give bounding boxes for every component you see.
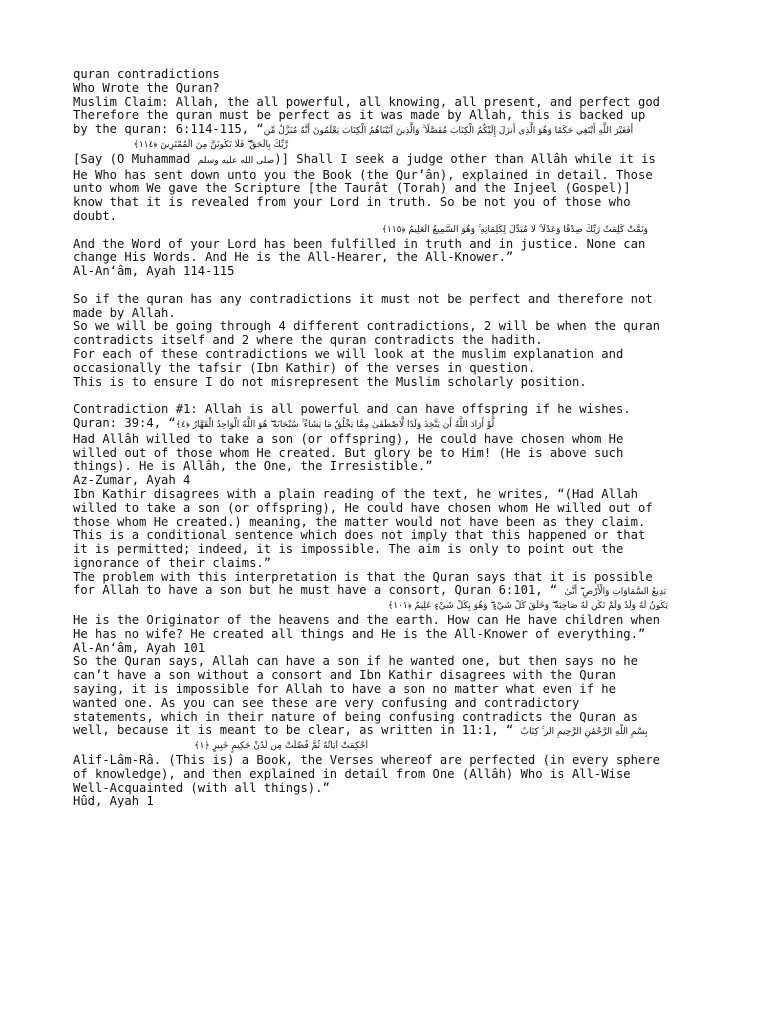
salawat-text: صلى الله عليه وسلم [197,155,275,166]
verse-translation: He has no wife? He created all things and He is the All-Knower of everything.” [73,626,646,641]
paragraph-line: For each of these contradictions we will look at the muslim explanation and [73,346,624,361]
verse-translation: And the Word of your Lord has been fulfilled in truth and in justice. None can [73,236,646,251]
paragraph-line: This is to ensure I do not misrepresent the Muslim scholarly position. [73,374,587,389]
doc-subtitle: Who Wrote the Quran? [73,80,220,95]
verse-text: [Say (O Muhammad [73,151,198,166]
claim-line: Therefore the quran must be perfect as it was made by Allah, this is backed up [73,108,646,123]
paragraph-line: The problem with this interpretation is that the Quran says that it is possible [73,569,653,584]
verse-translation: He Who has sent down unto you the Book (the Qur’ân), explained in detail. Those [73,167,653,182]
citation-prefix: well, because it is meant to be clear, as written in 11:1, “ [73,724,521,738]
arabic-verse: لَّوْ أَرَادَ اللَّهُ أَن يَتَّخِذَ وَلَدًا لَّاصْطَفَىٰ مِمَّا يَخْلُقُ مَا يَشَاءُ ۚ سُبْحَانَهُ ۖ هُوَ اللَّهُ الْوَاحِدُ الْقَهَّارُ ﴿٤﴾ [175,419,495,430]
verse-citation [73,417,698,433]
claim-line [73,123,698,139]
paragraph-line: contradicts itself and 2 where the quran contradicts the hadith. [73,333,543,348]
citation-prefix: Quran: 39:4, “ [73,415,176,430]
arabic-verse: رَّبِّكَ بِالْحَقِّ ۖ فَلَا تَكُونَنَّ مِنَ الْمُمْتَرِينَ ﴿١١٤﴾ [133,139,288,150]
paragraph-line [73,584,698,600]
paragraph-line: Ibn Kathir disagrees with a plain reading of the text, he writes, “(Had Allah [73,486,638,501]
paragraph-line: willed to take a son (or offspring), He could have chosen whom He willed out of [73,500,653,515]
verse-translation: know that it is revealed from your Lord in truth. So be not you of those who [73,195,631,210]
paragraph-line: This is a conditional sentence which does not imply that this happened or that [73,528,646,543]
paragraph-line: wanted one. As you can see these are very confusing and contradictory [73,695,580,710]
verse-translation: He is the Originator of the heavens and the earth. How can He have children when [73,613,660,628]
arabic-verse-line [73,224,698,238]
verse-translation: doubt. [73,208,118,223]
paragraph-line: those whom He created.) meaning, the matter would not have been as they claim. [73,514,646,529]
paragraph-line [73,724,698,740]
arabic-verse: أَفَغَيْرَ اللَّهِ أَبْتَغِي حَكَمًا وَهُوَ الَّذِي أَنزَلَ إِلَيْكُمُ الْكِتَابَ مُفَصَّلًا ۚ وَالَّذِينَ آتَيْنَاهُمُ الْكِتَابَ يَعْلَمُونَ أَنَّهُ مُنَزَّلٌ مِّن [263,126,634,137]
paragraph-line: made by Allah. [73,305,176,320]
claim-line: Muslim Claim: Allah, the all powerful, all knowing, all present, and perfect god [73,94,660,109]
verse-translation: change His Words. And He is the All-Hearer, the All-Knower.” [73,250,514,265]
verse-text: )] Shall I seek a judge other than Allâh while it is [274,151,656,166]
arabic-verse: يَكُونُ لَهُ وَلَدٌ وَلَمْ تَكُن لَّهُ صَاحِبَةٌ ۖ وَخَلَقَ كُلَّ شَيْءٍ ۖ وَهُوَ بِكُلِّ شَيْءٍ عَلِيمٌ ﴿١٠١﴾ [387,601,668,612]
arabic-verse: أُحْكِمَتْ آيَاتُهُ ثُمَّ فُصِّلَتْ مِن لَّدُنْ حَكِيمٍ خَبِيرٍ ﴿١﴾ [194,741,368,752]
paragraph-line: saying, it is impossible for Allah to have a son no matter what even if he [73,682,616,697]
verse-translation: Had Allâh willed to take a son (or offspring), He could have chosen whom He [73,431,624,446]
paragraph-line: So the Quran says, Allah can have a son if he wanted one, but then says no he [73,654,638,669]
paragraph-gap [73,279,698,293]
paragraph-line: it is permitted; indeed, it is impossible. The aim is only to point out the [73,542,624,557]
contradiction-heading: Contradiction #1: Allah is all powerful and can have offspring if he wishes. [73,402,631,417]
verse-translation: things). He is Allâh, the One, the Irresistible.” [73,459,433,474]
verse-translation: unto whom We gave the Scripture [the Taurât (Torah) and the Injeel (Gospel)] [73,181,631,196]
arabic-verse: وَتَمَّتْ كَلِمَتُ رَبِّكَ صِدْقًا وَعَدْلًا ۚ لَّا مُبَدِّلَ لِكَلِمَاتِهِ ۚ وَهُوَ السَّمِيعُ الْعَلِيمُ ﴿١١٥﴾ [381,224,648,235]
claim-prefix: by the quran: 6:114-115, “ [73,122,264,137]
verse-translation: Well-Acquainted (with all things).” [73,780,330,795]
citation-prefix: for Allah to have a son but he must have a consort, Quran 6:101, “ [73,584,565,598]
arabic-verse-line [73,740,698,754]
arabic-verse-line [73,139,698,153]
arabic-verse-line [73,600,698,614]
verse-translation [73,153,698,169]
verse-reference: Az-Zumar, Ayah 4 [73,473,191,488]
verse-reference: Hûd, Ayah 1 [73,794,154,809]
verse-reference: Al-An‘âm, Ayah 101 [73,640,206,655]
paragraph-line: ignorance of their claims.” [73,555,272,570]
document-body [73,68,698,809]
arabic-verse: بِسْمِ اللَّهِ الرَّحْمَٰنِ الرَّحِيمِ الر ۚ كِتَابٌ [520,727,648,738]
arabic-verse: بَدِيعُ السَّمَاوَاتِ وَالْأَرْضِ ۖ أَنَّىٰ [564,587,667,598]
verse-reference: Al-An‘âm, Ayah 114-115 [73,264,235,279]
paragraph-line: can’t have a son without a consort and Ibn Kathir disagrees with the Quran [73,668,616,683]
paragraph-line: So we will be going through 4 different contradictions, 2 will be when the quran [73,319,660,334]
paragraph-line: So if the quran has any contradictions it must not be perfect and therefore not [73,291,653,306]
paragraph-line: occasionally the tafsir (Ibn Kathir) of the verses in question. [73,360,536,375]
paragraph-gap [73,389,698,403]
paragraph-line: statements, which in their nature of being confusing contradicts the Quran as [73,709,638,724]
verse-translation: Alif-Lâm-Râ. (This is) a Book, the Verses whereof are perfected (in every sphere [73,753,660,768]
doc-title: quran contradictions [73,67,220,81]
verse-translation: willed out of those whom He created. But glory be to Him! (He is above such [73,445,624,460]
verse-translation: of knowledge), and then explained in detail from One (Allâh) Who is All-Wise [73,766,631,781]
